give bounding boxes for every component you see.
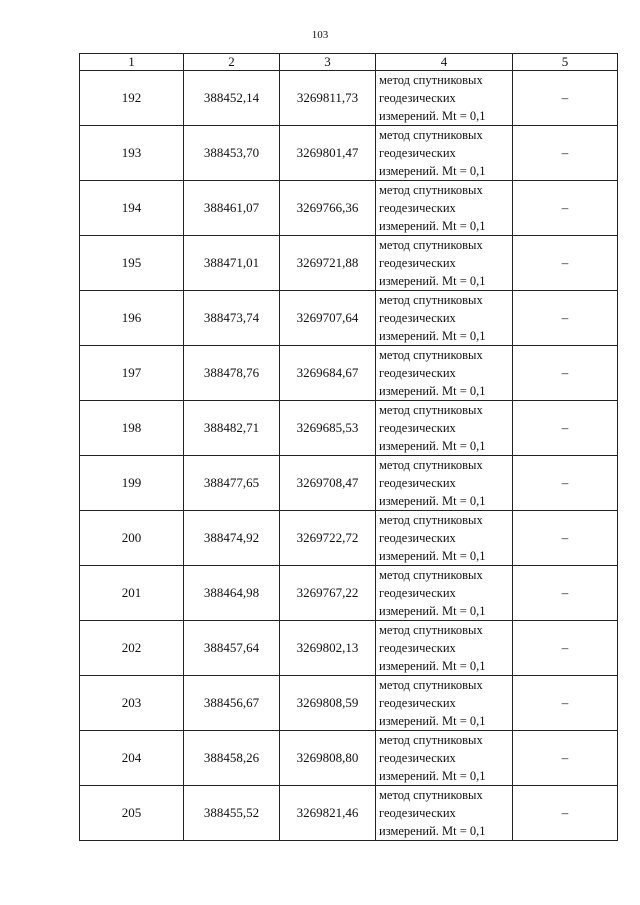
table-row xyxy=(80,71,618,126)
y-coordinate-cell: 3269821,46 xyxy=(280,786,376,841)
y-coordinate-cell: 3269721,88 xyxy=(280,236,376,291)
method-line: измерений. Mt = 0,1 xyxy=(379,659,486,673)
point-number-cell: 193 xyxy=(80,126,184,181)
point-number-cell: 192 xyxy=(80,71,184,126)
method-line: метод спутниковых xyxy=(379,403,483,417)
method-cell xyxy=(376,346,513,401)
method-line: метод спутниковых xyxy=(379,128,483,142)
column-header-3: 3 xyxy=(280,54,376,71)
x-coordinate-cell: 388458,26 xyxy=(184,731,280,786)
method-cell xyxy=(376,181,513,236)
point-number-cell: 200 xyxy=(80,511,184,566)
method-line: измерений. Mt = 0,1 xyxy=(379,439,486,453)
method-line: измерений. Mt = 0,1 xyxy=(379,164,486,178)
method-line: метод спутниковых xyxy=(379,513,483,527)
table-row xyxy=(80,731,618,786)
method-line: геодезических xyxy=(379,366,456,380)
method-line: геодезических xyxy=(379,586,456,600)
method-line: геодезических xyxy=(379,421,456,435)
y-coordinate-cell: 3269808,80 xyxy=(280,731,376,786)
y-coordinate-cell: 3269802,13 xyxy=(280,621,376,676)
page-number: 103 xyxy=(311,29,329,41)
x-coordinate-cell: 388457,64 xyxy=(184,621,280,676)
y-coordinate-cell: 3269808,59 xyxy=(280,676,376,731)
method-line: геодезических xyxy=(379,311,456,325)
point-number-cell: 198 xyxy=(80,401,184,456)
table-row xyxy=(80,346,618,401)
method-line: метод спутниковых xyxy=(379,293,483,307)
y-coordinate-cell: 3269766,36 xyxy=(280,181,376,236)
method-cell xyxy=(376,71,513,126)
column-header-2: 2 xyxy=(184,54,280,71)
y-coordinate-cell: 3269684,67 xyxy=(280,346,376,401)
column-5-cell: – xyxy=(513,71,618,126)
method-line: метод спутниковых xyxy=(379,238,483,252)
point-number-cell: 204 xyxy=(80,731,184,786)
table-row xyxy=(80,181,618,236)
method-cell xyxy=(376,456,513,511)
method-cell xyxy=(376,731,513,786)
point-number-cell: 201 xyxy=(80,566,184,621)
method-cell xyxy=(376,676,513,731)
column-5-cell: – xyxy=(513,236,618,291)
method-line: геодезических xyxy=(379,696,456,710)
x-coordinate-cell: 388471,01 xyxy=(184,236,280,291)
method-line: метод спутниковых xyxy=(379,678,483,692)
table-row xyxy=(80,401,618,456)
column-5-cell: – xyxy=(513,786,618,841)
point-number-cell: 194 xyxy=(80,181,184,236)
method-line: геодезических xyxy=(379,751,456,765)
table-row xyxy=(80,676,618,731)
method-line: геодезических xyxy=(379,806,456,820)
point-number-cell: 197 xyxy=(80,346,184,401)
y-coordinate-cell: 3269722,72 xyxy=(280,511,376,566)
method-line: геодезических xyxy=(379,641,456,655)
method-cell xyxy=(376,236,513,291)
x-coordinate-cell: 388455,52 xyxy=(184,786,280,841)
method-line: геодезических xyxy=(379,531,456,545)
point-number-cell: 203 xyxy=(80,676,184,731)
method-line: измерений. Mt = 0,1 xyxy=(379,329,486,343)
method-line: измерений. Mt = 0,1 xyxy=(379,219,486,233)
x-coordinate-cell: 388478,76 xyxy=(184,346,280,401)
table-row xyxy=(80,236,618,291)
column-5-cell: – xyxy=(513,456,618,511)
method-line: геодезических xyxy=(379,476,456,490)
method-cell xyxy=(376,621,513,676)
method-line: метод спутниковых xyxy=(379,623,483,637)
point-number-cell: 202 xyxy=(80,621,184,676)
method-line: измерений. Mt = 0,1 xyxy=(379,384,486,398)
y-coordinate-cell: 3269811,73 xyxy=(280,71,376,126)
method-line: измерений. Mt = 0,1 xyxy=(379,604,486,618)
method-line: измерений. Mt = 0,1 xyxy=(379,494,486,508)
x-coordinate-cell: 388474,92 xyxy=(184,511,280,566)
y-coordinate-cell: 3269767,22 xyxy=(280,566,376,621)
method-line: измерений. Mt = 0,1 xyxy=(379,549,486,563)
x-coordinate-cell: 388453,70 xyxy=(184,126,280,181)
column-header-4: 4 xyxy=(376,54,513,71)
method-line: геодезических xyxy=(379,256,456,270)
point-number-cell: 205 xyxy=(80,786,184,841)
method-line: геодезических xyxy=(379,201,456,215)
method-line: геодезических xyxy=(379,146,456,160)
x-coordinate-cell: 388477,65 xyxy=(184,456,280,511)
method-line: измерений. Mt = 0,1 xyxy=(379,714,486,728)
y-coordinate-cell: 3269708,47 xyxy=(280,456,376,511)
coordinates-table xyxy=(79,53,618,841)
method-line: измерений. Mt = 0,1 xyxy=(379,769,486,783)
table-row xyxy=(80,291,618,346)
column-5-cell: – xyxy=(513,291,618,346)
method-line: метод спутниковых xyxy=(379,183,483,197)
table-row xyxy=(80,456,618,511)
method-line: метод спутниковых xyxy=(379,733,483,747)
column-5-cell: – xyxy=(513,181,618,236)
column-5-cell: – xyxy=(513,731,618,786)
column-5-cell: – xyxy=(513,401,618,456)
x-coordinate-cell: 388461,07 xyxy=(184,181,280,236)
table-row xyxy=(80,511,618,566)
method-cell xyxy=(376,566,513,621)
x-coordinate-cell: 388473,74 xyxy=(184,291,280,346)
method-line: измерений. Mt = 0,1 xyxy=(379,824,486,838)
table-row xyxy=(80,566,618,621)
method-line: геодезических xyxy=(379,91,456,105)
method-line: измерений. Mt = 0,1 xyxy=(379,109,486,123)
x-coordinate-cell: 388464,98 xyxy=(184,566,280,621)
column-header-5: 5 xyxy=(513,54,618,71)
x-coordinate-cell: 388482,71 xyxy=(184,401,280,456)
point-number-cell: 196 xyxy=(80,291,184,346)
method-cell xyxy=(376,511,513,566)
column-header-1: 1 xyxy=(80,54,184,71)
method-cell xyxy=(376,401,513,456)
method-cell xyxy=(376,126,513,181)
method-line: метод спутниковых xyxy=(379,73,483,87)
column-5-cell: – xyxy=(513,346,618,401)
header-row xyxy=(80,54,618,71)
table-body xyxy=(80,71,618,841)
point-number-cell: 195 xyxy=(80,236,184,291)
x-coordinate-cell: 388452,14 xyxy=(184,71,280,126)
column-5-cell: – xyxy=(513,511,618,566)
column-5-cell: – xyxy=(513,621,618,676)
table-row xyxy=(80,621,618,676)
method-line: метод спутниковых xyxy=(379,458,483,472)
column-5-cell: – xyxy=(513,566,618,621)
method-line: метод спутниковых xyxy=(379,568,483,582)
table-header xyxy=(80,54,618,71)
table-row xyxy=(80,126,618,181)
table-row xyxy=(80,786,618,841)
x-coordinate-cell: 388456,67 xyxy=(184,676,280,731)
point-number-cell: 199 xyxy=(80,456,184,511)
method-cell xyxy=(376,786,513,841)
y-coordinate-cell: 3269707,64 xyxy=(280,291,376,346)
y-coordinate-cell: 3269801,47 xyxy=(280,126,376,181)
method-line: метод спутниковых xyxy=(379,788,483,802)
column-5-cell: – xyxy=(513,676,618,731)
method-cell xyxy=(376,291,513,346)
column-5-cell: – xyxy=(513,126,618,181)
method-line: метод спутниковых xyxy=(379,348,483,362)
y-coordinate-cell: 3269685,53 xyxy=(280,401,376,456)
method-line: измерений. Mt = 0,1 xyxy=(379,274,486,288)
